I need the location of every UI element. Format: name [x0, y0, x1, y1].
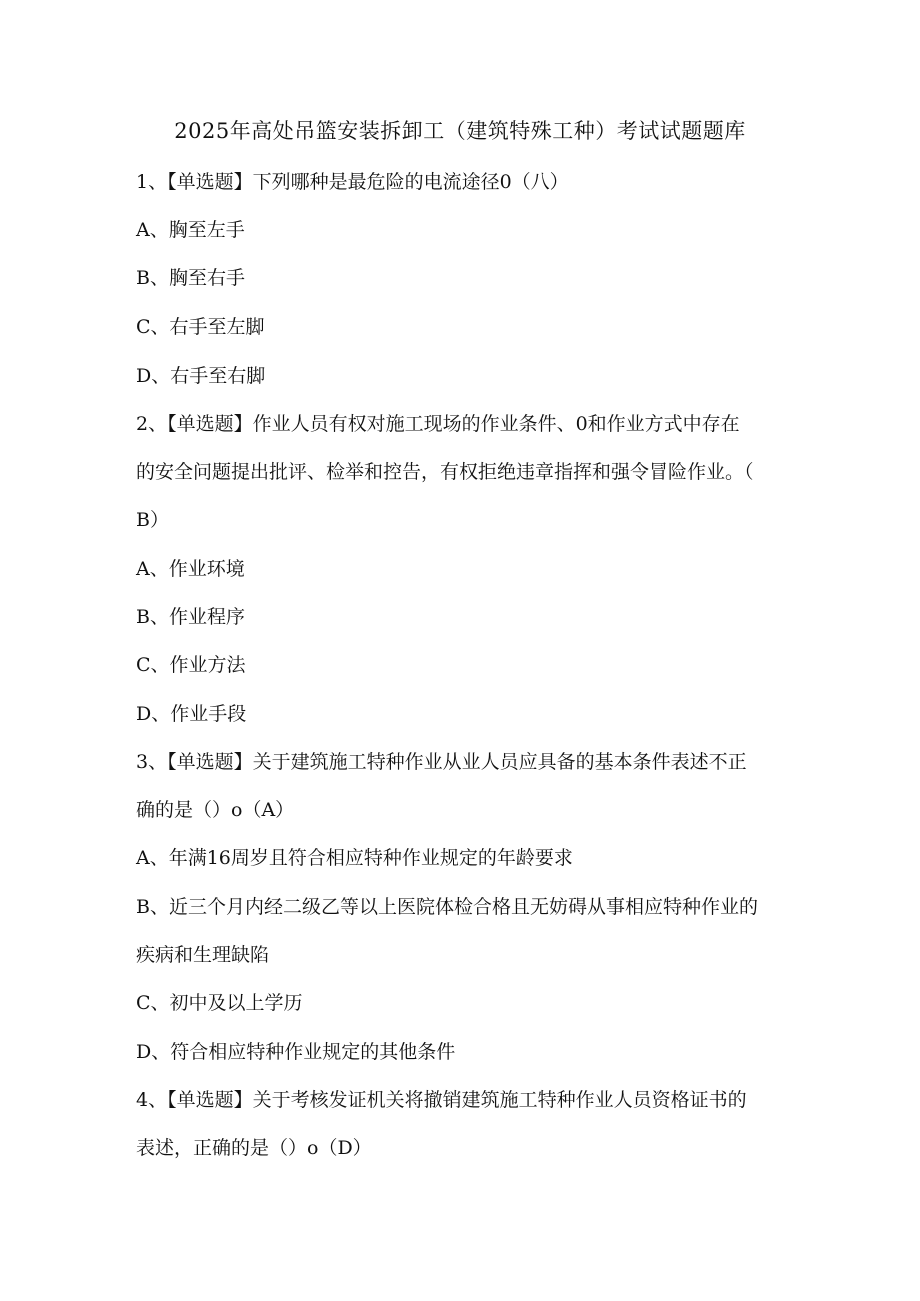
question-2-option-c: C、作业方法: [136, 654, 246, 676]
question-3-stem-line-1: 3、【单选题】关于建筑施工特种作业从业人员应具备的基本条件表述不正: [136, 751, 747, 773]
question-3-option-b-continued: 疾病和生理缺陷: [136, 944, 270, 966]
question-4-stem-line-1: 4、【单选题】关于考核发证机关将撤销建筑施工特种作业人员资格证书的: [136, 1089, 747, 1111]
question-3-option-a: A、年满16周岁且符合相应特种作业规定的年龄要求: [136, 847, 573, 869]
question-1-stem: 1、【单选题】下列哪种是最危险的电流途径0（八）: [136, 171, 569, 193]
question-1-option-d: D、右手至右脚: [136, 365, 266, 387]
question-4-stem-line-2: 表述，正确的是（）o（D）: [136, 1137, 372, 1159]
question-1-option-b: B、胸至右手: [136, 267, 245, 289]
question-2-option-d: D、作业手段: [136, 703, 247, 725]
question-1-option-c: C、右手至左脚: [136, 316, 265, 338]
question-3-option-b: B、近三个月内经二级乙等以上医院体检合格且无妨碍从事相应特种作业的: [136, 896, 758, 918]
question-2-stem-line-1: 2、【单选题】作业人员有权对施工现场的作业条件、0和作业方式中存在: [136, 413, 740, 435]
question-3-stem-line-2: 确的是（）o（A）: [136, 799, 295, 821]
question-3-option-c: C、初中及以上学历: [136, 992, 303, 1014]
question-2-stem-line-2: 的安全问题提出批评、检举和控告，有权拒绝违章指挥和强令冒险作业。（: [136, 461, 754, 483]
question-2-option-a: A、作业环境: [136, 558, 245, 580]
question-3-option-d: D、符合相应特种作业规定的其他条件: [136, 1041, 456, 1063]
question-1-option-a: A、胸至左手: [136, 219, 245, 241]
question-2-option-b: B、作业程序: [136, 606, 245, 628]
question-2-stem-line-3: B）: [136, 509, 169, 531]
document-title: 2025年高处吊篮安装拆卸工（建筑特殊工种）考试试题题库: [174, 119, 746, 143]
